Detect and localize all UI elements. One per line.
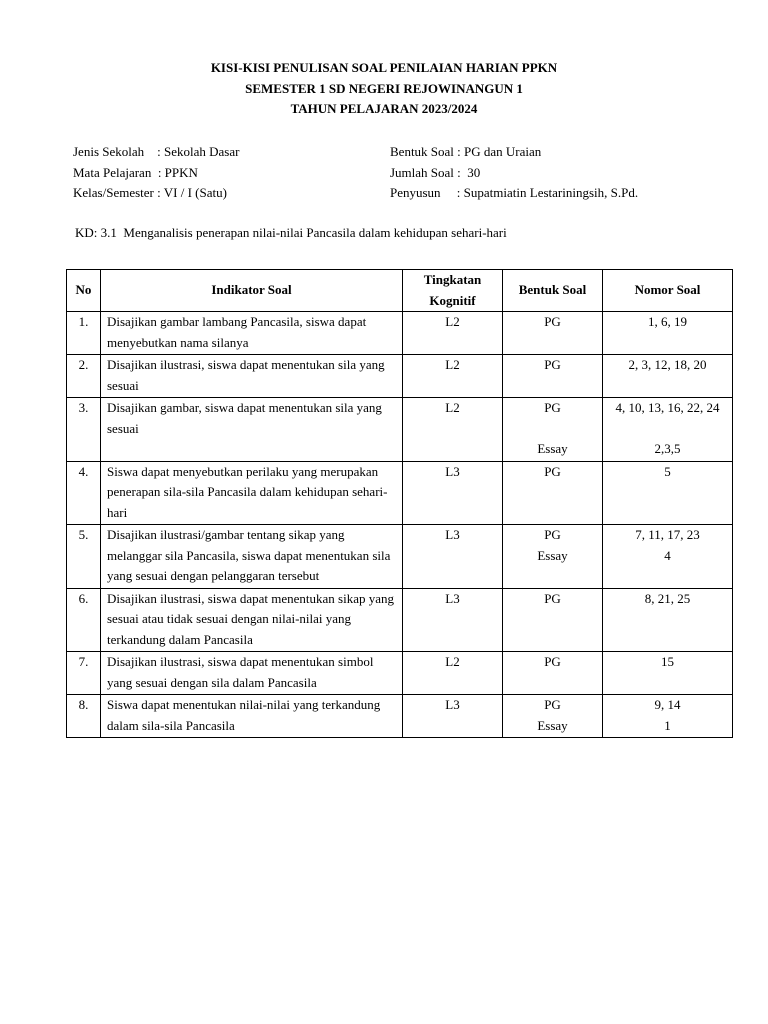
table-row	[67, 525, 733, 589]
header-nomor: Nomor Soal	[603, 270, 733, 312]
title-line-1: KISI-KISI PENULISAN SOAL PENILAIAN HARIAN PPKN	[210, 60, 558, 75]
row-no: 2.	[67, 355, 101, 398]
kisi-kisi-table	[66, 269, 733, 738]
nomor-value: 9, 14	[654, 697, 681, 712]
table-row	[67, 461, 733, 525]
bentuk-value: PG	[544, 527, 561, 542]
row-nomor	[603, 525, 733, 589]
header-no: No	[67, 270, 101, 312]
nomor-value-2: 1	[664, 717, 671, 733]
info-penyusun: Penyusun : Supatmiatin Lestariningsih, S.Pd.	[390, 185, 639, 200]
info-jenis-sekolah: Jenis Sekolah : Sekolah Dasar	[73, 144, 240, 159]
row-indikator: Disajikan gambar, siswa dapat menentukan sila yang sesuai	[101, 398, 403, 462]
bentuk-value: PG	[544, 400, 561, 415]
info-jumlah-soal: Jumlah Soal : 30	[390, 164, 481, 180]
row-nomor	[603, 588, 733, 652]
bentuk-value-2: Essay	[537, 547, 568, 563]
header-tingkatan-line2: Kognitif	[429, 292, 476, 308]
nomor-value: 1, 6, 19	[648, 314, 687, 329]
header-tingkatan-line1: Tingkatan	[423, 272, 482, 287]
bentuk-value: PG	[544, 357, 561, 372]
info-mata-pelajaran: Mata Pelajaran : PPKN	[73, 164, 198, 180]
info-left	[73, 142, 239, 204]
row-no: 7.	[67, 652, 101, 695]
nomor-value-2: 2,3,5	[654, 441, 681, 456]
document-title	[0, 58, 768, 120]
kd-statement: KD: 3.1 Menganalisis penerapan nilai-nilai Pancasila dalam kehidupan sehari-hari	[75, 225, 507, 240]
row-indikator: Disajikan ilustrasi/gambar tentang sikap yang melanggar sila Pancasila, siswa dapat menentukan sila yang sesuai dengan pelanggaran tersebut	[101, 525, 403, 589]
row-indikator: Disajikan gambar lambang Pancasila, siswa dapat menyebutkan nama silanya	[101, 312, 403, 355]
info-right	[390, 142, 638, 204]
table-row	[67, 398, 733, 462]
bentuk-value: PG	[544, 590, 561, 606]
table-row	[67, 695, 733, 738]
row-bentuk	[503, 695, 603, 738]
row-level: L3	[403, 588, 503, 652]
row-nomor	[603, 398, 733, 462]
row-level: L2	[403, 652, 503, 695]
table-header-row	[67, 270, 733, 312]
row-no: 6.	[67, 588, 101, 652]
title-line-3: TAHUN PELAJARAN 2023/2024	[290, 101, 478, 116]
nomor-value: 8, 21, 25	[644, 590, 691, 606]
row-indikator: Siswa dapat menyebutkan perilaku yang merupakan penerapan sila-sila Pancasila dalam kehidupan sehari-hari	[101, 461, 403, 525]
table-row	[67, 355, 733, 398]
row-nomor	[603, 312, 733, 355]
nomor-value: 2, 3, 12, 18, 20	[628, 357, 707, 372]
row-nomor	[603, 652, 733, 695]
row-bentuk	[503, 398, 603, 462]
row-no: 4.	[67, 461, 101, 525]
row-bentuk	[503, 652, 603, 695]
row-indikator: Disajikan ilustrasi, siswa dapat menentukan sila yang sesuai	[101, 355, 403, 398]
bentuk-value: PG	[544, 654, 561, 669]
nomor-value: 4, 10, 13, 16, 22, 24	[615, 400, 720, 415]
row-bentuk	[503, 312, 603, 355]
row-indikator: Siswa dapat menentukan nilai-nilai yang terkandung dalam sila-sila Pancasila	[101, 695, 403, 738]
header-indikator: Indikator Soal	[101, 270, 403, 312]
row-nomor	[603, 355, 733, 398]
row-indikator: Disajikan ilustrasi, siswa dapat menentukan sikap yang sesuai atau tidak sesuai dengan nilai-nilai yang terkandung dalam Pancasila	[101, 588, 403, 652]
bentuk-value: PG	[544, 463, 561, 479]
nomor-value: 15	[661, 654, 674, 669]
row-bentuk	[503, 525, 603, 589]
row-no: 5.	[67, 525, 101, 589]
table-row	[67, 312, 733, 355]
row-bentuk	[503, 355, 603, 398]
row-no: 3.	[67, 398, 101, 462]
row-level: L3	[403, 461, 503, 525]
row-no: 1.	[67, 312, 101, 355]
bentuk-value: PG	[544, 697, 561, 712]
title-line-2: SEMESTER 1 SD NEGERI REJOWINANGUN 1	[245, 80, 523, 96]
header-bentuk: Bentuk Soal	[503, 270, 603, 312]
table-row	[67, 652, 733, 695]
info-kelas-semester: Kelas/Semester : VI / I (Satu)	[73, 185, 227, 200]
info-bentuk-soal: Bentuk Soal : PG dan Uraian	[390, 144, 542, 159]
header-tingkatan	[403, 270, 503, 312]
nomor-value: 5	[664, 463, 671, 479]
table-row	[67, 588, 733, 652]
row-nomor	[603, 461, 733, 525]
row-nomor	[603, 695, 733, 738]
nomor-value: 7, 11, 17, 23	[635, 527, 700, 542]
row-no: 8.	[67, 695, 101, 738]
row-level: L3	[403, 695, 503, 738]
bentuk-value: PG	[544, 314, 561, 329]
row-level: L3	[403, 525, 503, 589]
row-bentuk	[503, 588, 603, 652]
row-level: L2	[403, 312, 503, 355]
row-indikator: Disajikan ilustrasi, siswa dapat menentukan simbol yang sesuai dengan sila dalam Pancasila	[101, 652, 403, 695]
bentuk-value-2: Essay	[537, 717, 568, 733]
nomor-value-2: 4	[664, 547, 671, 563]
bentuk-value-2: Essay	[537, 441, 568, 456]
row-level: L2	[403, 398, 503, 462]
row-level: L2	[403, 355, 503, 398]
row-bentuk	[503, 461, 603, 525]
